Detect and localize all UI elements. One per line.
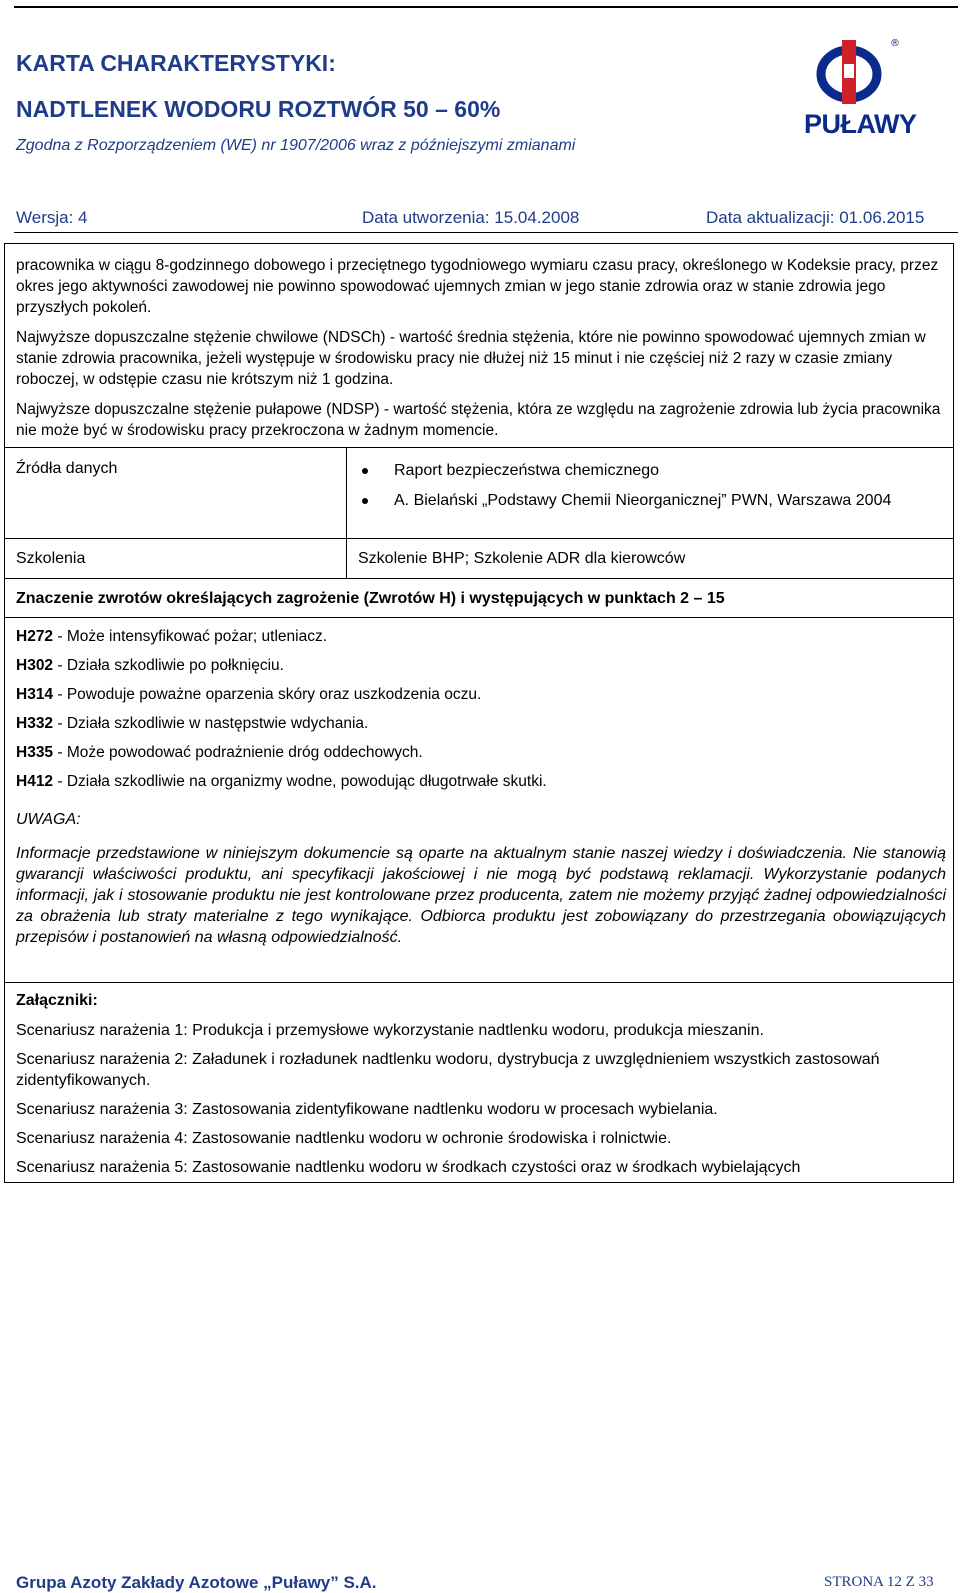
attachment-item: Scenariusz narażenia 2: Załadunek i rozładunek nadtlenku wodoru, dystrybucja z uwzględnieniem wszystkich zastosowań zidentyfikowanych.	[16, 1051, 880, 1089]
bullet	[362, 498, 368, 504]
attachments-rule	[4, 982, 954, 983]
sources-label: Źródła danych	[16, 460, 118, 477]
logo-text: PUŁAWY	[804, 109, 917, 139]
h-phrase	[16, 628, 327, 646]
table-rule-bottom	[4, 578, 954, 579]
attachment-item: Scenariusz narażenia 1: Produkcja i przemysłowe wykorzystanie nadtlenku wodoru, produkcja mieszanin.	[16, 1022, 764, 1039]
attachment-item: Scenariusz narażenia 3: Zastosowania zidentyfikowane nadtlenku wodoru w procesach wybielania.	[16, 1101, 718, 1118]
h-text: - Działa szkodliwie w następstwie wdychania.	[53, 715, 369, 732]
table-rule-left	[4, 538, 346, 539]
footer-company: Grupa Azoty Zakłady Azotowe „Puławy” S.A.	[16, 1573, 377, 1592]
h-phrase	[16, 744, 423, 762]
h-code: H302	[16, 657, 54, 674]
top-rule	[14, 6, 958, 8]
attachments-label: Załączniki:	[16, 992, 98, 1009]
h-text: - Działa szkodliwie po połknięciu.	[53, 657, 284, 674]
training-label: Szkolenia	[16, 550, 86, 567]
h-code: H332	[16, 715, 54, 732]
source-item: A. Bielański „Podstawy Chemii Nieorganicznej” PWN, Warszawa 2004	[394, 492, 892, 509]
regulation-subtitle: Zgodna z Rozporządzeniem (WE) nr 1907/2006 wraz z późniejszymi zmianami	[16, 137, 576, 154]
h-text: - Może intensyfikować pożar; utleniacz.	[53, 628, 328, 645]
document-title: KARTA CHARAKTERYSTYKI:	[16, 50, 336, 76]
version: Wersja: 4	[16, 208, 88, 227]
pulawy-logo	[804, 36, 917, 142]
meta-rule	[14, 232, 958, 233]
table-column-divider	[346, 447, 347, 578]
training-value: Szkolenie BHP; Szkolenie ADR dla kierowców	[358, 550, 686, 567]
table-rule-right	[346, 538, 954, 539]
h-phrase	[16, 686, 481, 704]
footer-page-number: STRONA 12 Z 33	[824, 1574, 934, 1590]
h-code: H335	[16, 744, 54, 761]
h-phrase	[16, 715, 368, 733]
updated-date: Data aktualizacji: 01.06.2015	[706, 208, 925, 227]
table-rule-top	[4, 447, 954, 448]
attachment-item: Scenariusz narażenia 4: Zastosowanie nadtlenku wodoru w ochronie środowiska i rolnictwie.	[16, 1130, 672, 1147]
h-phrase	[16, 773, 547, 791]
source-item: Raport bezpieczeństwa chemicznego	[394, 462, 660, 479]
h-text: - Działa szkodliwie na organizmy wodne, powodując długotrwałe skutki.	[53, 773, 547, 790]
created-date: Data utworzenia: 15.04.2008	[362, 208, 580, 227]
paragraph-ndsch: Najwyższe dopuszczalne stężenie chwilowe (NDSCh) - wartość średnia stężenia, które nie powinno spowodować ujemnych zmian w stanie zdrowia pracownika, jeżeli występuje w środowisku pracy nie dłużej niż 15 minut i nie częściej niż 2 razy w czasie zmiany roboczej, w odstępie czasu nie krótszym niż 1 godzina.	[16, 329, 926, 388]
h-text: - Powoduje poważne oparzenia skóry oraz uszkodzenia oczu.	[53, 686, 482, 703]
h-code: H314	[16, 686, 54, 703]
h-code: H412	[16, 773, 54, 790]
h-phrases-heading: Znaczenie zwrotów określających zagrożenie (Zwrotów H) i występujących w punktach 2 – 15	[16, 590, 725, 607]
h-text: - Może powodować podrażnienie dróg oddechowych.	[53, 744, 423, 761]
bullet	[362, 468, 368, 474]
warning-text: Informacje przedstawione w niniejszym dokumencie są oparte na aktualnym stanie naszej wiedzy i doświadczenia. Nie stanowią gwarancji właściwości produktu, ani specyfikacji jakościowej i nie mogą być podstawą reklamacji. Wykorzystanie podanych informacji, jak i stosowanie produktu nie jest kontrolowane przez producenta, zatem nie możemy przyjąć żadnej odpowiedzialności za obrażenia lub straty materialne z tego wynikające. Odbiorca produktu jest zobowiązany do przestrzegania obowiązujących przepisów i postanowień na własną odpowiedzialność.	[16, 845, 946, 946]
attachment-item: Scenariusz narażenia 5: Zastosowanie nadtlenku wodoru w środkach czystości oraz w środkach wybielających	[16, 1159, 801, 1176]
paragraph-ndsp: Najwyższe dopuszczalne stężenie pułapowe (NDSP) - wartość stężenia, która ze względu na zagrożenie zdrowia lub życia pracownika nie może być w środowisku pracy przekroczona w żadnym momencie.	[16, 401, 941, 439]
paragraph-nds: pracownika w ciągu 8-godzinnego dobowego i przeciętnego tygodniowego wymiaru czasu pracy, określonego w Kodeksie pracy, przez okres jego aktywności zawodowej nie powinno spowodować ujemnych zmian w jego stanie zdrowia oraz w stanie zdrowia jego przyszłych pokoleń.	[16, 257, 939, 316]
h-heading-rule	[4, 617, 954, 618]
registered-mark: ®	[890, 38, 900, 49]
warning-label: UWAGA:	[16, 811, 81, 828]
h-code: H272	[16, 628, 54, 645]
h-phrase	[16, 657, 284, 675]
pulawy-logo-mark	[804, 36, 904, 106]
product-name: NADTLENEK WODORU ROZTWÓR 50 – 60%	[16, 96, 501, 122]
